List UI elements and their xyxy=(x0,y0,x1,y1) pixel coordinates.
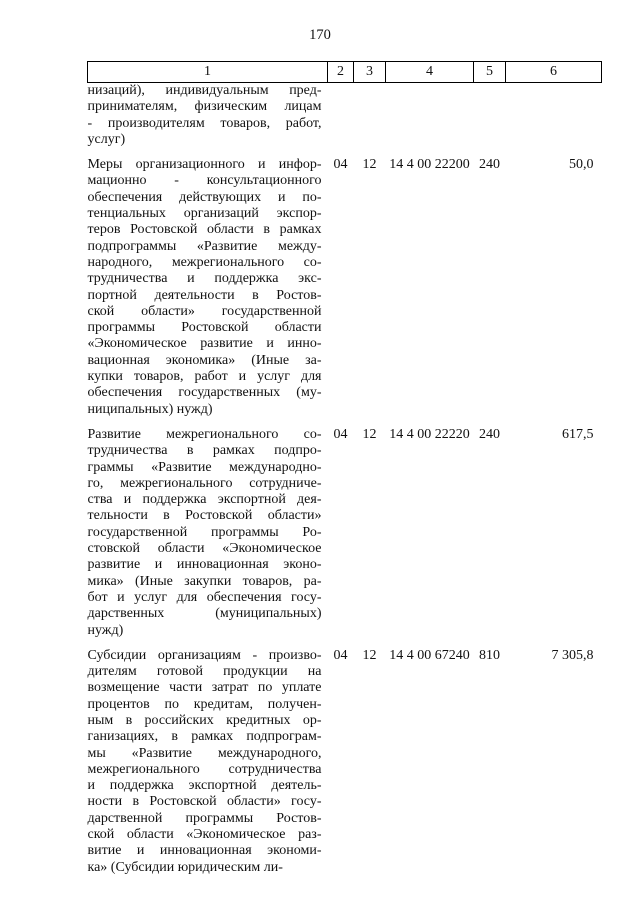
description-line: возмещение части затрат по уплате xyxy=(87,680,322,696)
target-article-code xyxy=(386,83,474,158)
description-line: услуг) xyxy=(87,131,126,147)
description-line: ской области «Экономическое раз- xyxy=(87,827,322,843)
target-article-code: 14 4 00 67240 xyxy=(389,647,470,663)
table-row xyxy=(88,157,602,427)
description-line: народного, межрегионального со- xyxy=(87,254,322,270)
description-line: го, межрегионального сотрудниче- xyxy=(87,475,322,491)
amount-value: 50,0 xyxy=(569,157,594,173)
description-line: Меры организационного и инфор- xyxy=(87,157,322,173)
amount-value: 7 305,8 xyxy=(551,647,594,663)
table-body xyxy=(88,83,602,876)
description-line: ности в Ростовской области» госу- xyxy=(87,794,322,810)
description-line: трудничества в рамках подпро- xyxy=(87,443,322,459)
description-line: портной деятельности в Ростов- xyxy=(87,287,322,303)
row-description xyxy=(88,427,328,648)
description-line: развитие и инновационная эконо- xyxy=(87,557,322,573)
expense-type-code: 240 xyxy=(479,157,500,173)
description-line: теров Ростовской области в рамках xyxy=(87,222,322,238)
description-line: мы «Развитие международного, xyxy=(87,745,322,761)
description-line: Развитие межрегионального со- xyxy=(87,426,322,442)
subsection-code xyxy=(354,83,386,158)
description-line: и поддержка экспортной деятель- xyxy=(87,778,322,794)
description-line: бот и услуг для обеспечения госу- xyxy=(87,589,322,605)
section-code: 04 xyxy=(333,426,348,442)
column-header-1: 1 xyxy=(88,62,328,83)
description-line: купки товаров, работ и услуг для xyxy=(87,369,322,385)
budget-table xyxy=(87,61,602,876)
column-header-2: 2 xyxy=(328,62,354,83)
description-line: программы Ростовской области xyxy=(87,320,322,336)
section-code: 04 xyxy=(333,647,348,663)
row-description xyxy=(88,648,328,876)
column-header-6: 6 xyxy=(506,62,602,83)
description-line: Субсидии организациям - произво- xyxy=(87,647,322,663)
description-line: мика» (Иные закупки товаров, ра- xyxy=(87,573,322,589)
description-line: государственной программы Ро- xyxy=(87,524,322,540)
amount-value xyxy=(506,83,602,158)
description-line: дарственных (муниципальных) xyxy=(87,606,322,622)
target-article-code: 14 4 00 22220 xyxy=(389,426,470,442)
table-row xyxy=(88,427,602,648)
expense-type-code: 240 xyxy=(479,426,500,442)
description-line: подпрограммы «Развитие между- xyxy=(87,238,322,254)
expense-type-code: 810 xyxy=(479,647,500,663)
description-line: низаций), индивидуальным пред- xyxy=(87,83,322,98)
table-row xyxy=(88,83,602,158)
description-line: ным в российских кредитных ор- xyxy=(87,712,322,728)
page-number: 170 xyxy=(309,27,331,43)
row-description xyxy=(88,83,328,158)
row-description xyxy=(88,157,328,427)
description-line: ниципальных) нужд) xyxy=(87,401,213,417)
description-line: тенциальных организаций экспор- xyxy=(87,206,322,222)
description-line: ской области» государственной xyxy=(87,303,322,319)
section-code xyxy=(328,83,354,158)
column-header-5: 5 xyxy=(474,62,506,83)
column-header-4: 4 xyxy=(386,62,474,83)
subsection-code: 12 xyxy=(362,426,377,442)
description-line: обеспечения действующих и по- xyxy=(87,189,322,205)
description-line: - производителям товаров, работ, xyxy=(87,115,322,131)
subsection-code: 12 xyxy=(362,647,377,663)
description-line: нужд) xyxy=(87,622,124,638)
description-line: дарственной программы Ростов- xyxy=(87,810,322,826)
description-line: трудничества и поддержка экс- xyxy=(87,271,322,287)
description-line: стовской области «Экономическое xyxy=(87,541,322,557)
description-line: межрегионального сотрудничества xyxy=(87,761,322,777)
amount-value: 617,5 xyxy=(562,426,594,442)
description-line: тельности в Ростовской области» xyxy=(87,508,322,524)
table-header-row xyxy=(88,62,602,83)
description-line: ства и поддержка экспортной дея- xyxy=(87,492,322,508)
description-line: дителям готовой продукции на xyxy=(87,664,322,680)
description-line: процентов по кредитам, получен- xyxy=(87,696,322,712)
description-line: ганизациях, в рамках подпрограм- xyxy=(87,729,322,745)
description-line: ка» (Субсидии юридическим ли- xyxy=(87,859,283,875)
description-line: принимателям, физическим лицам xyxy=(87,99,322,115)
target-article-code: 14 4 00 22200 xyxy=(389,157,470,173)
description-line: «Экономическое развитие и инно- xyxy=(87,336,322,352)
subsection-code: 12 xyxy=(362,157,377,173)
table-row xyxy=(88,648,602,876)
description-line: обеспечения государственных (му- xyxy=(87,385,322,401)
description-line: витие и инновационная экономи- xyxy=(87,843,322,859)
description-line: мационно - консультационного xyxy=(87,173,322,189)
expense-type-code xyxy=(474,83,506,158)
section-code: 04 xyxy=(333,157,348,173)
column-header-3: 3 xyxy=(354,62,386,83)
description-line: вационная экономика» (Иные за- xyxy=(87,352,322,368)
description-line: граммы «Развитие международно- xyxy=(87,459,322,475)
